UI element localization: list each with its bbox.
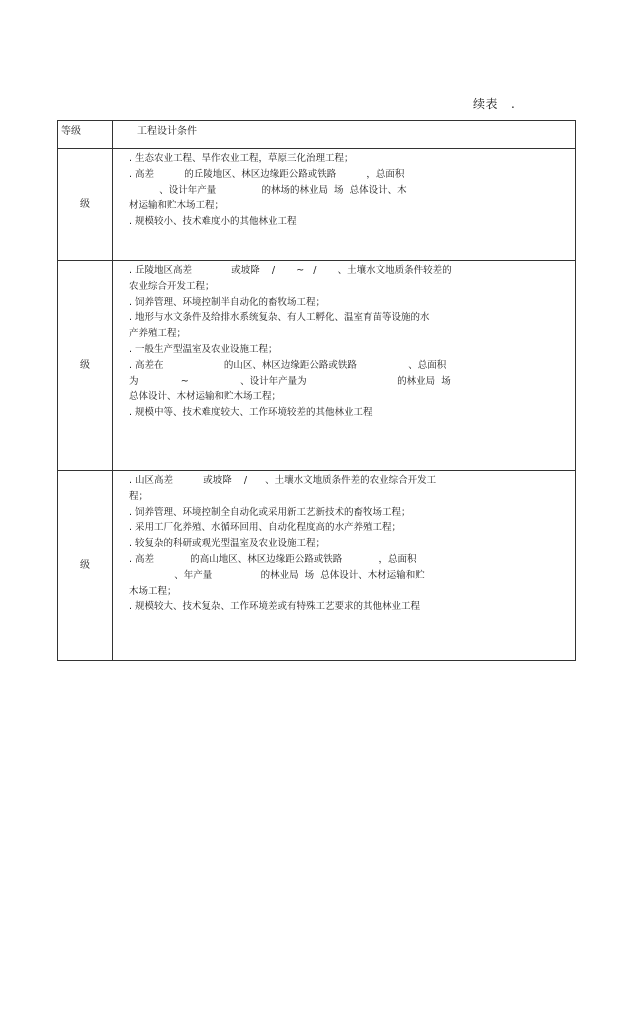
condition-line: . 一般生产型温室及农业设施工程； bbox=[129, 343, 278, 355]
condition-line: . 高差 的高山地区、林区边缘距公路或铁路 ，总面积 bbox=[129, 553, 417, 565]
condition-line: . 规模较大、技术复杂、工作环境差或有特殊工艺要求的其他林业工程 bbox=[129, 601, 421, 613]
table-row bbox=[58, 261, 576, 471]
condition-line: . 生态农业工程、旱作农业工程，草原三化治理工程； bbox=[129, 153, 354, 164]
engineering-grade-table bbox=[57, 120, 576, 661]
conditions-cell bbox=[113, 149, 576, 261]
condition-line: . 高差 的丘陵地区、林区边缘距公路或铁路 ，总面积 bbox=[129, 168, 405, 180]
grade-cell: 级 bbox=[58, 471, 113, 661]
condition-line: 为 ~ 、设计年产量为 的林业局 场 bbox=[129, 375, 451, 387]
condition-line: . 饲养管理、环境控制全自动化或采用新工艺新技术的畜牧场工程； bbox=[129, 506, 411, 518]
condition-line: . 采用工厂化养殖、水循环回用、自动化程度高的水产养殖工程； bbox=[129, 522, 402, 534]
condition-line: 总体设计、木材运输和贮木场工程； bbox=[129, 391, 282, 403]
conditions-column-header: 工程设计条件 bbox=[113, 121, 576, 149]
condition-line: 材运输和贮木场工程； bbox=[129, 200, 225, 212]
condition-line: 产养殖工程； bbox=[129, 328, 187, 340]
continued-label: 续表 . bbox=[473, 97, 516, 111]
condition-line: 木场工程； bbox=[129, 585, 177, 597]
condition-line: . 山区高差 或坡降 / 、土壤水文地质条件差的农业综合开发工 bbox=[129, 475, 437, 486]
table-row bbox=[58, 471, 576, 661]
condition-line: 、年产量 的林业局 场 总体设计、木材运输和贮 bbox=[129, 569, 425, 581]
conditions-cell bbox=[113, 471, 576, 661]
condition-line: . 规模较小、技术难度小的其他林业工程 bbox=[129, 216, 297, 228]
grade-cell: 级 bbox=[58, 261, 113, 471]
condition-line: . 地形与水文条件及给排水系统复杂、有人工孵化、温室育苗等设施的水 bbox=[129, 312, 430, 324]
grade-cell: 级 bbox=[58, 149, 113, 261]
condition-line: 程； bbox=[129, 490, 149, 502]
conditions-cell bbox=[113, 261, 576, 471]
grade-column-header: 等级 bbox=[58, 121, 113, 149]
condition-line: . 饲养管理、环境控制半自动化的畜牧场工程； bbox=[129, 296, 326, 308]
condition-line: . 高差在 的山区、林区边缘距公路或铁路 、总面积 bbox=[129, 359, 447, 371]
condition-line: . 较复杂的科研或观光型温室及农业设施工程； bbox=[129, 538, 326, 550]
condition-line: . 丘陵地区高差 或坡降 / ~ / 、土壤水文地质条件较差的 bbox=[129, 265, 452, 276]
condition-line: 、设计年产量 的林场的林业局 场 总体设计、木 bbox=[129, 184, 407, 196]
table-row bbox=[58, 149, 576, 261]
table-header-row bbox=[58, 121, 576, 149]
condition-line: . 规模中等、技术难度较大、工作环境较差的其他林业工程 bbox=[129, 407, 373, 419]
condition-line: 农业综合开发工程； bbox=[129, 280, 215, 292]
